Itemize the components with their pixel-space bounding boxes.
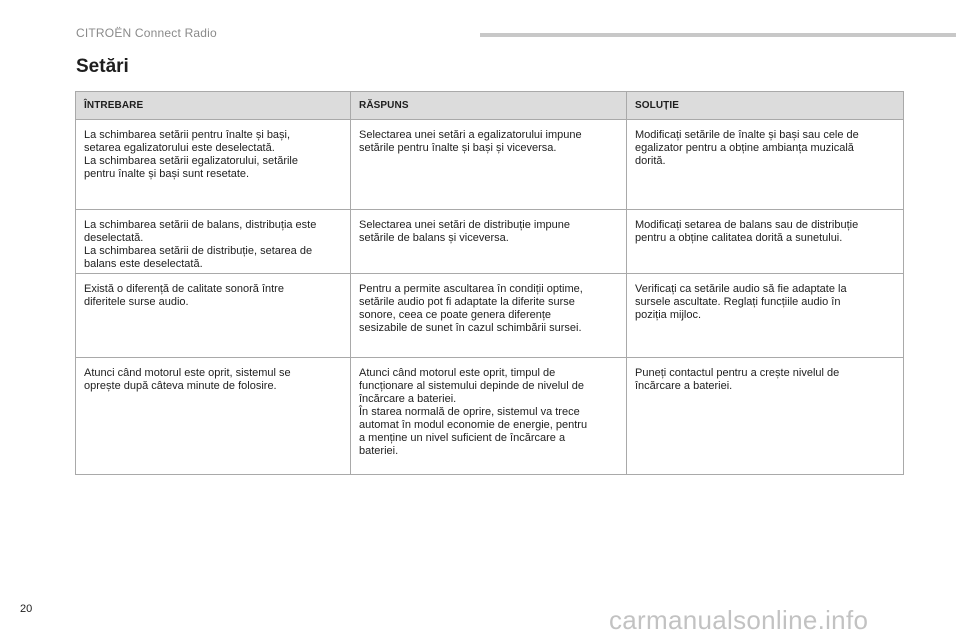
text-line: pentru a obține calitatea dorită a sunetului.: [635, 232, 843, 244]
column-header-question: ÎNTREBARE: [76, 92, 351, 120]
text-line: funcționare al sistemului depinde de nivelul de: [359, 380, 585, 392]
text-line: Modificați setările de înalte și bași sau cele de: [635, 129, 859, 141]
text-line: setările pentru înalte și bași și viceversa.: [359, 142, 557, 154]
text-line: Atunci când motorul este oprit, timpul de: [359, 367, 556, 379]
text-line: încărcare a bateriei.: [359, 393, 457, 405]
question-cell: [76, 210, 351, 274]
text-line: sonore, ceea ce poate genera diferențe: [359, 309, 552, 321]
text-line: oprește după câteva minute de folosire.: [84, 380, 277, 392]
text-line: dorită.: [635, 155, 666, 167]
solution-cell: [627, 210, 904, 274]
solution-cell: [627, 358, 904, 475]
page-number: 20: [20, 603, 33, 615]
table-row: [76, 210, 904, 274]
faq-table: [75, 91, 904, 475]
column-header-answer: RĂSPUNS: [351, 92, 627, 120]
text-line: Selectarea unei setări a egalizatorului impune: [359, 129, 582, 141]
text-line: La schimbarea setării de balans, distribuția este: [84, 219, 317, 231]
table-row: [76, 274, 904, 358]
text-line: încărcare a bateriei.: [635, 380, 733, 392]
text-line: deselectată.: [84, 232, 144, 244]
text-line: pentru înalte și bași sunt resetate.: [84, 168, 250, 180]
column-header-solution: SOLUȚIE: [627, 92, 904, 120]
table-row: [76, 358, 904, 475]
section-title: Setări: [76, 56, 129, 77]
text-line: balans este deselectată.: [84, 258, 203, 270]
document-header-title: CITROËN Connect Radio: [76, 26, 217, 40]
text-line: setările audio pot fi adaptate la diferite surse: [359, 296, 575, 308]
text-line: sesizabile de sunet în cazul schimbării sursei.: [359, 322, 582, 334]
text-line: diferitele surse audio.: [84, 296, 189, 308]
text-line: Modificați setarea de balans sau de distribuție: [635, 219, 859, 231]
text-line: a menține un nivel suficient de încărcare a: [359, 432, 566, 444]
text-line: În starea normală de oprire, sistemul va trece: [359, 406, 580, 418]
text-line: Atunci când motorul este oprit, sistemul se: [84, 367, 291, 379]
watermark-text: carmanualsonline.info: [609, 605, 869, 635]
text-line: Puneți contactul pentru a crește nivelul de: [635, 367, 840, 379]
text-line: Selectarea unei setări de distribuție impune: [359, 219, 570, 231]
text-line: bateriei.: [359, 445, 399, 457]
text-line: automat în modul economie de energie, pentru: [359, 419, 588, 431]
table-row: [76, 120, 904, 210]
text-line: La schimbarea setării de distribuție, setarea de: [84, 245, 313, 257]
answer-cell: [351, 120, 627, 210]
header-divider-bar: [480, 33, 956, 37]
text-line: La schimbarea setării egalizatorului, setările: [84, 155, 298, 167]
question-cell: [76, 358, 351, 475]
question-cell: [76, 120, 351, 210]
solution-cell: [627, 120, 904, 210]
text-line: setările de balans și viceversa.: [359, 232, 509, 244]
text-line: setarea egalizatorului este deselectată.: [84, 142, 275, 154]
text-line: sursele ascultate. Reglați funcțiile audio în: [635, 296, 841, 308]
table-header-row: [76, 92, 904, 120]
text-line: La schimbarea setării pentru înalte și bași,: [84, 129, 291, 141]
text-line: Există o diferență de calitate sonoră între: [84, 283, 284, 295]
answer-cell: [351, 358, 627, 475]
answer-cell: [351, 210, 627, 274]
solution-cell: [627, 274, 904, 358]
question-cell: [76, 274, 351, 358]
text-line: Verificați ca setările audio să fie adaptate la: [635, 283, 847, 295]
text-line: poziția mijloc.: [635, 309, 702, 321]
text-line: Pentru a permite ascultarea în condiții optime,: [359, 283, 583, 295]
answer-cell: [351, 274, 627, 358]
text-line: egalizator pentru a obține ambianța muzicală: [635, 142, 854, 154]
